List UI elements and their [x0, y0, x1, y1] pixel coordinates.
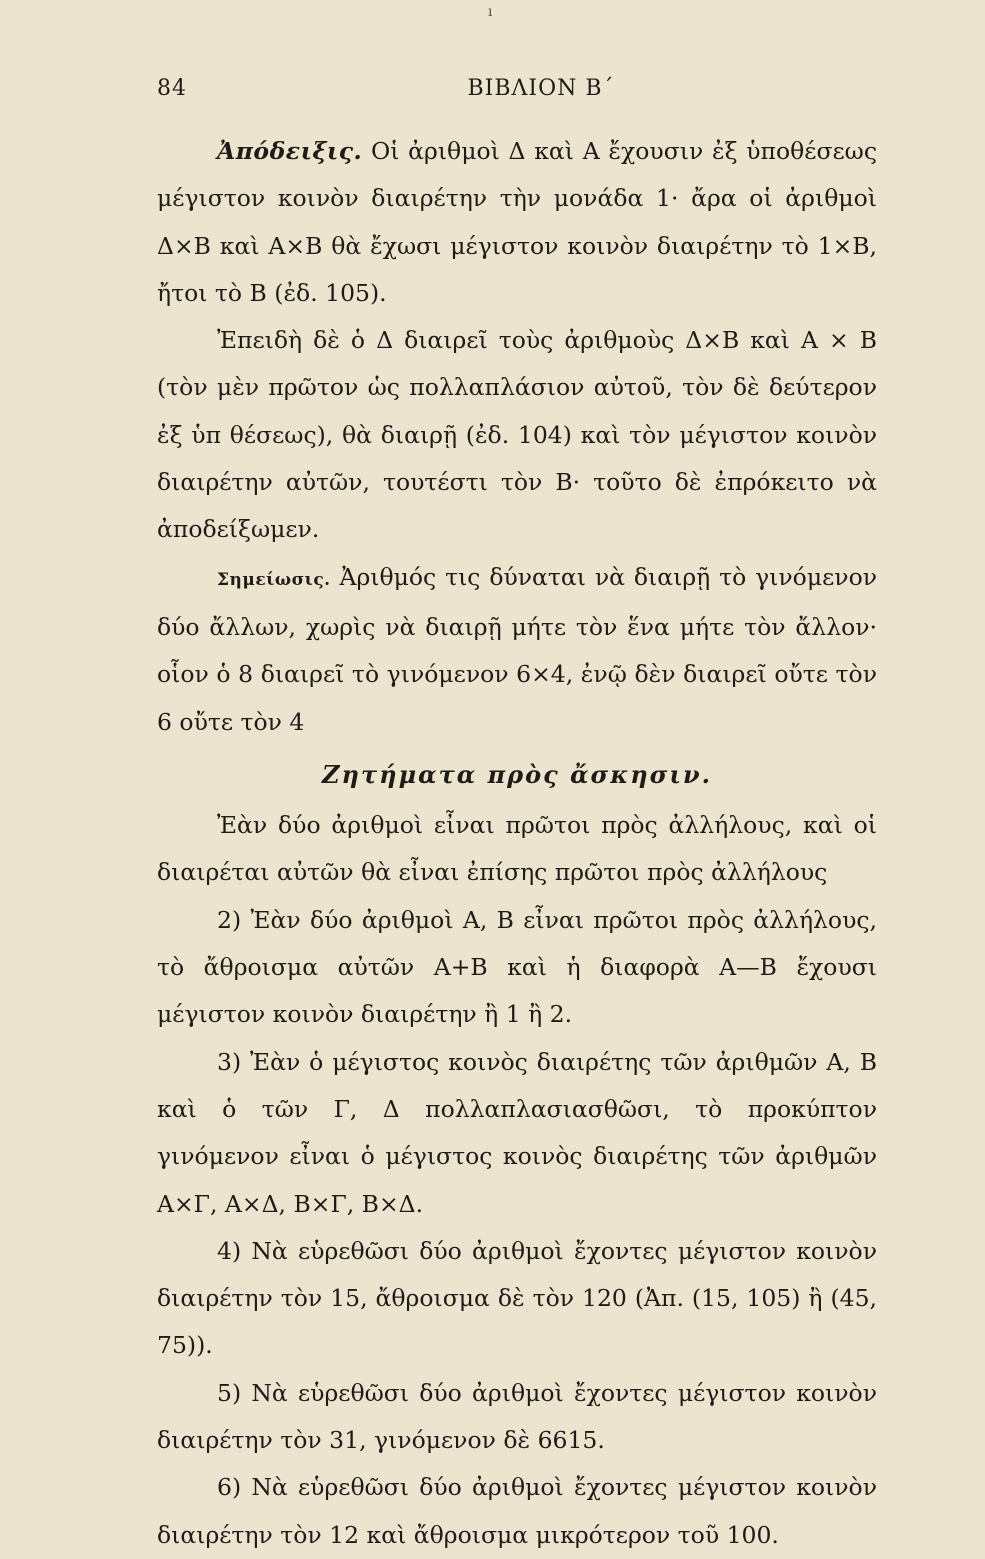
- proof-text: Οἱ ἀριθμοὶ Δ καὶ Α ἔχουσιν ἐξ ὑποθέσεως μέγιστον κοινὸν διαιρέτην τὴν μονάδα 1· ἄρα οἱ ἀριθμοὶ Δ×Β καὶ Α×Β θὰ ἔχωσι μέγιστον κοινὸν διαιρέτην τὸ 1×Β, ἤτοι τὸ Β (ἐδ. 105).: [157, 137, 877, 307]
- remark-paragraph: [157, 554, 877, 746]
- exercise-1: Ἐὰν δύο ἀριθμοὶ εἶναι πρῶτοι πρὸς ἀλλήλους, καὶ οἱ διαιρέται αὐτῶν θὰ εἶναι ἐπίσης πρῶτοι πρὸς ἀλλήλους: [157, 811, 877, 887]
- page-number: 84: [157, 76, 187, 101]
- proof-paragraph: [157, 128, 877, 317]
- remark-label: Σημείωσις.: [217, 569, 331, 590]
- exercise-6: 6) Νὰ εὑρεθῶσι δύο ἀριθμοὶ ἔχοντες μέγιστον κοινὸν διαιρέτην τὸν 12 καὶ ἄθροισμα μικρότερον τοῦ 100.: [157, 1473, 877, 1549]
- exercises-heading: Ζητήματα πρὸς ἄσκησιν.: [322, 759, 712, 789]
- page-header: [157, 76, 865, 110]
- page-body: [157, 128, 877, 1559]
- exercise-2: 2) Ἐὰν δύο ἀριθμοὶ Α, Β εἶναι πρῶτοι πρὸς ἀλλήλους, τὸ ἄθροισμα αὐτῶν Α+Β καὶ ἡ διαφορὰ Α—Β ἔχουσι μέγιστον κοινὸν διαιρέτην ἢ 1 ἢ 2.: [157, 905, 877, 1029]
- paragraph-2: Ἐπειδὴ δὲ ὁ Δ διαιρεῖ τοὺς ἀριθμοὺς Δ×Β καὶ Α × Β (τὸν μὲν πρῶτον ὡς πολλαπλάσιον αὐτοῦ, τὸν δὲ δεύτερον ἐξ ὑπ θέσεως), θὰ διαιρῇ (ἐδ. 104) καὶ τὸν μέγιστον κοινὸν διαιρέτην αὐτῶν, τουτέστι τὸν Β· τοῦτο δὲ ἐπρόκειτο νὰ ἀποδείξωμεν.: [157, 326, 877, 544]
- exercise-5: 5) Νὰ εὑρεθῶσι δύο ἀριθμοὶ ἔχοντες μέγιστον κοινὸν διαιρέτην τὸν 31, γινόμενον δὲ 6615.: [157, 1378, 877, 1455]
- remark-text: Ἀριθμός τις δύναται νὰ διαιρῇ τὸ γινόμενον δύο ἄλλων, χωρὶς νὰ διαιρῇ μήτε τὸν ἕνα μήτε τὸν ἄλλον· οἷον ὁ 8 διαιρεῖ τὸ γινόμενον 6×4, ἐνῷ δὲν διαιρεῖ οὔτε τὸν 6 οὔτε τὸν 4: [157, 562, 877, 736]
- running-title: ΒΙΒΛΙΟΝ Β΄: [467, 76, 615, 101]
- exercise-3: 3) Ἐὰν ὁ μέγιστος κοινὸς διαιρέτης τῶν ἀριθμῶν Α, Β καὶ ὁ τῶν Γ, Δ πολλαπλασιασθῶσι, τὸ προκύπτον γινόμενον εἶναι ὁ μέγιστος κοινὸς διαιρέτης τῶν ἀριθμῶν Α×Γ, Α×Δ, Β×Γ, Β×Δ.: [157, 1047, 877, 1218]
- proof-label: Ἀπόδειξις.: [217, 137, 363, 165]
- scan-mark: ı: [488, 4, 493, 20]
- exercise-4: 4) Νὰ εὑρεθῶσι δύο ἀριθμοὶ ἔχοντες μέγιστον κοινὸν διαιρέτην τὸν 15, ἄθροισμα δὲ τὸν 120 (Ἀπ. (15, 105) ἢ (45, 75)).: [157, 1236, 877, 1360]
